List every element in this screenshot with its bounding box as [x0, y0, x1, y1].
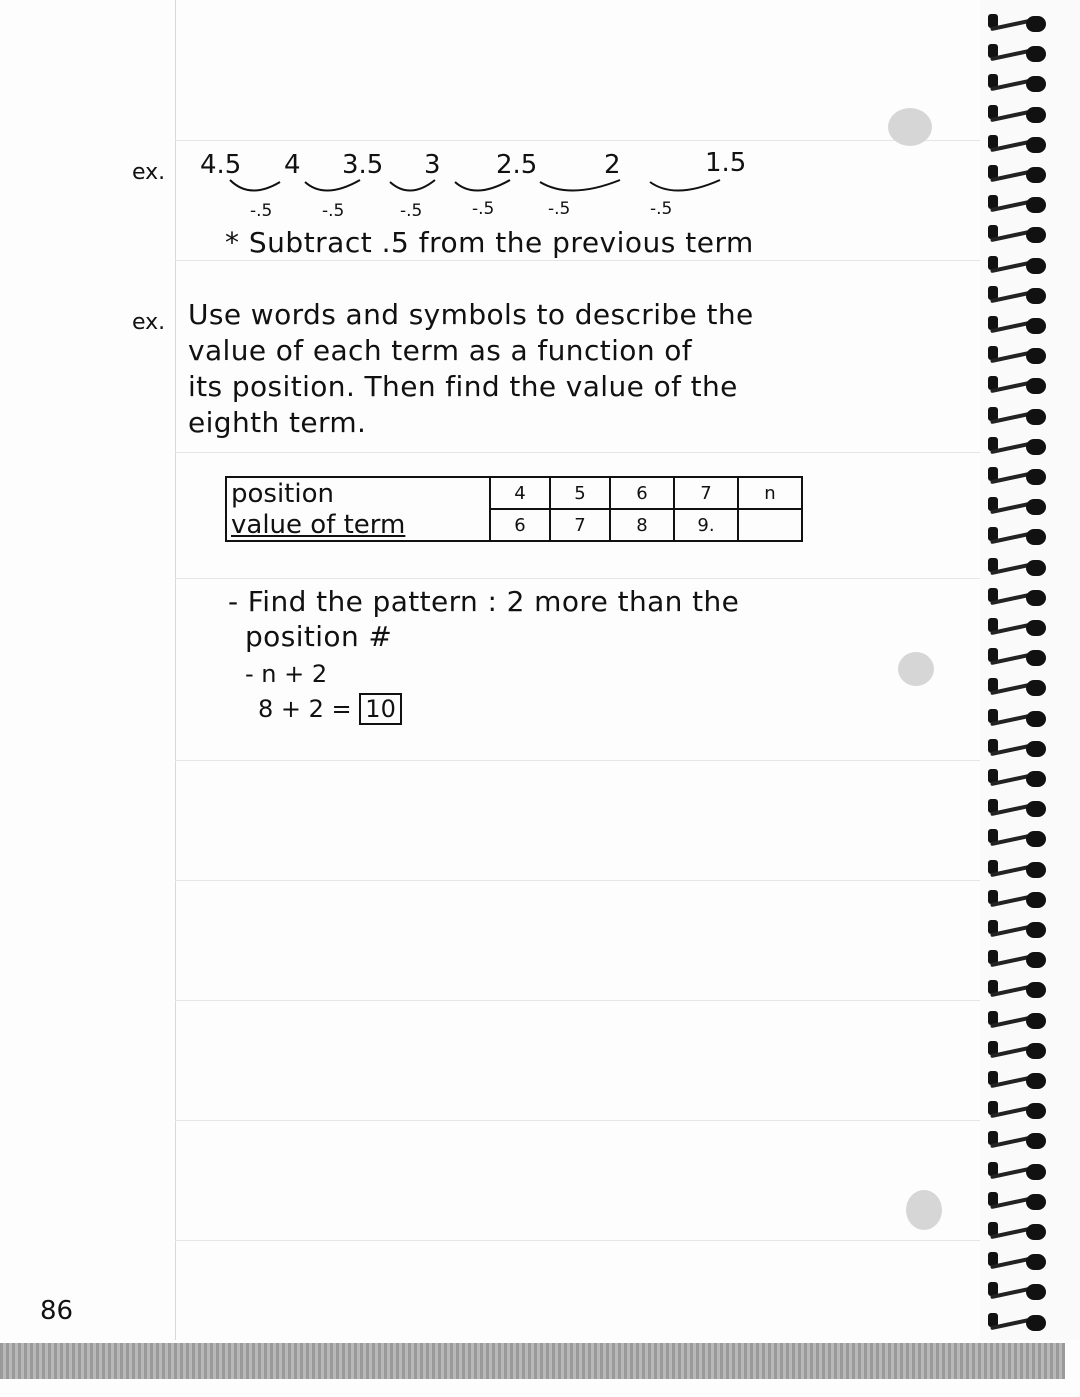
spiral-ring — [990, 950, 1060, 972]
spiral-ring — [990, 1011, 1060, 1033]
spiral-ring — [990, 829, 1060, 851]
ruled-line — [175, 760, 980, 761]
spiral-ring — [990, 14, 1060, 36]
row-header-position: position — [226, 477, 490, 509]
sequence-term: 4.5 — [200, 150, 242, 180]
ruled-line — [175, 1120, 980, 1121]
position-value-table — [225, 476, 803, 542]
spiral-ring — [990, 467, 1060, 489]
spiral-ring — [990, 618, 1060, 640]
spiral-ring — [990, 497, 1060, 519]
position-cell: 5 — [550, 477, 610, 509]
ruled-line — [175, 140, 980, 141]
spiral-ring — [990, 1071, 1060, 1093]
sequence-term: 2.5 — [496, 150, 538, 180]
spiral-ring — [990, 1313, 1060, 1335]
difference: -.5 — [250, 201, 273, 221]
spiral-ring — [990, 1101, 1060, 1123]
value-cell — [738, 509, 802, 541]
spiral-ring — [990, 980, 1060, 1002]
example-label: ex. — [132, 310, 166, 335]
table-row — [226, 509, 802, 541]
spiral-ring — [990, 1162, 1060, 1184]
value-cell: 7 — [550, 509, 610, 541]
problem-text-line: eighth term. — [188, 406, 367, 439]
spiral-ring — [990, 1192, 1060, 1214]
value-cell: 6 — [490, 509, 550, 541]
spiral-ring — [990, 195, 1060, 217]
spiral-ring — [990, 437, 1060, 459]
ruled-line — [175, 1240, 980, 1241]
paper-smudge — [898, 652, 934, 686]
calculation — [258, 695, 402, 723]
pattern-note: position # — [245, 620, 393, 653]
problem-text-line: its position. Then find the value of the — [188, 370, 738, 403]
spiral-ring — [990, 165, 1060, 187]
pattern-note: - Find the pattern : 2 more than the — [228, 585, 740, 618]
problem-text-line: Use words and symbols to describe the — [188, 298, 754, 331]
difference: -.5 — [400, 201, 423, 221]
margin-line — [175, 0, 176, 1340]
example-label: ex. — [132, 160, 166, 185]
spiral-ring — [990, 316, 1060, 338]
spiral-ring — [990, 346, 1060, 368]
spiral-ring — [990, 1222, 1060, 1244]
ruled-line — [175, 452, 980, 453]
spiral-ring — [990, 709, 1060, 731]
calculation-left: 8 + 2 = — [258, 695, 352, 723]
spiral-ring — [990, 527, 1060, 549]
spiral-ring — [990, 558, 1060, 580]
spiral-ring — [990, 376, 1060, 398]
sequence-term: 4 — [284, 150, 301, 180]
spiral-ring — [990, 588, 1060, 610]
spiral-ring — [990, 1041, 1060, 1063]
sequence-term: 3 — [424, 150, 441, 180]
spiral-ring — [990, 648, 1060, 670]
value-cell: 8 — [610, 509, 674, 541]
spiral-ring — [990, 769, 1060, 791]
spiral-ring — [990, 1282, 1060, 1304]
difference: -.5 — [472, 199, 495, 219]
value-cell: 9. — [674, 509, 738, 541]
expression: - n + 2 — [245, 660, 328, 688]
position-cell: 7 — [674, 477, 738, 509]
spiral-ring — [990, 799, 1060, 821]
spiral-ring — [990, 225, 1060, 247]
spiral-ring — [990, 256, 1060, 278]
ruled-line — [175, 880, 980, 881]
difference: -.5 — [548, 199, 571, 219]
table-row — [226, 477, 802, 509]
sequence-term: 3.5 — [342, 150, 384, 180]
spiral-ring — [990, 920, 1060, 942]
paper-smudge — [906, 1190, 942, 1230]
spiral-ring — [990, 105, 1060, 127]
spiral-ring — [990, 890, 1060, 912]
difference: -.5 — [650, 199, 673, 219]
spiral-ring — [990, 286, 1060, 308]
spiral-ring — [990, 407, 1060, 429]
position-cell: 4 — [490, 477, 550, 509]
difference: -.5 — [322, 201, 345, 221]
ruled-line — [175, 1000, 980, 1001]
paper-smudge — [888, 108, 932, 146]
answer-box: 10 — [359, 693, 402, 725]
scan-edge — [0, 1343, 1065, 1379]
sequence-term: 1.5 — [705, 148, 747, 178]
position-cell: 6 — [610, 477, 674, 509]
spiral-ring — [990, 860, 1060, 882]
ruled-line — [175, 578, 980, 579]
spiral-ring — [990, 739, 1060, 761]
row-header-value: value of term — [226, 509, 490, 541]
spiral-ring — [990, 678, 1060, 700]
spiral-ring — [990, 1131, 1060, 1153]
spiral-ring — [990, 1252, 1060, 1274]
position-cell: n — [738, 477, 802, 509]
sequence-term: 2 — [604, 150, 621, 180]
page-number: 86 — [40, 1296, 74, 1326]
spiral-ring — [990, 44, 1060, 66]
spiral-ring — [990, 135, 1060, 157]
problem-text-line: value of each term as a function of — [188, 334, 693, 367]
ruled-line — [175, 260, 980, 261]
rule-statement: * Subtract .5 from the previous term — [225, 226, 754, 259]
spiral-ring — [990, 74, 1060, 96]
